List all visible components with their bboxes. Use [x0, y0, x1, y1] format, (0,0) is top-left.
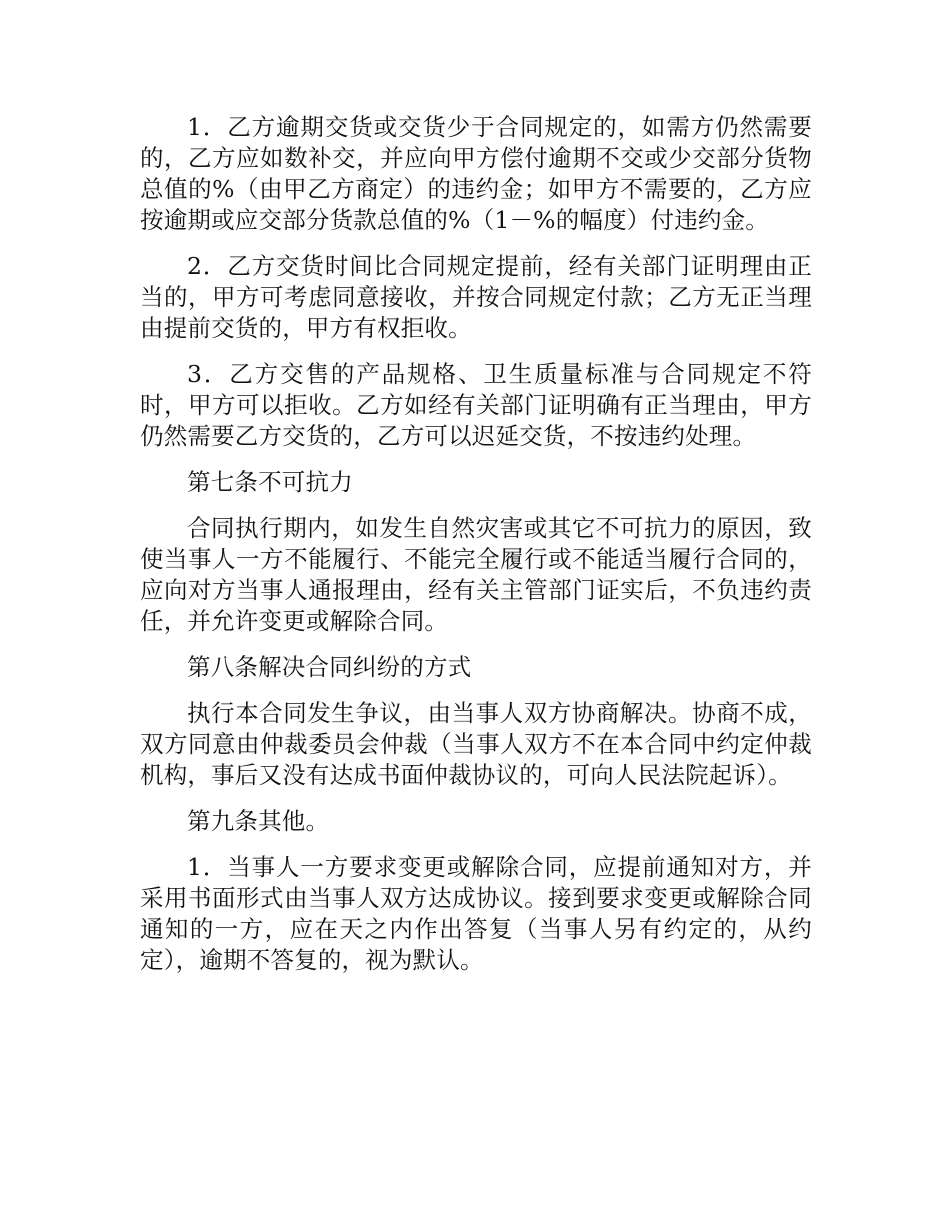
article-heading-other: 第九条其他。 — [187, 807, 330, 835]
document-body — [140, 112, 812, 991]
clause-paragraph-early-delivery: 2．乙方交货时间比合同规定提前，经有关部门证明理由正当的，甲方可考虑同意接收，并按合同规定付款；乙方无正当理由提前交货的，甲方有权拒收。 — [140, 252, 812, 342]
article-heading-dispute-resolution: 第八条解决合同纠纷的方式 — [187, 653, 472, 681]
clause-paragraph-nonconforming-goods: 3．乙方交售的产品规格、卫生质量标准与合同规定不符时，甲方可以拒收。乙方如经有关部门证明确有正当理由，甲方仍然需要乙方交货的，乙方可以迟延交货，不按违约处理。 — [140, 360, 812, 450]
clause-paragraph-amendment-notice: 1．当事人一方要求变更或解除合同，应提前通知对方，并采用书面形式由当事人双方达成协议。接到要求变更或解除合同通知的一方，应在天之内作出答复（当事人另有约定的，从约定），逾期不答复的，视为默认。 — [140, 853, 812, 974]
clause-paragraph-late-delivery: 1．乙方逾期交货或交货少于合同规定的，如需方仍然需要的，乙方应如数补交，并应向甲方偿付逾期不交或少交部分货物总值的%（由甲乙方商定）的违约金；如甲方不需要的，乙方应按逾期或应交部分货款总值的%（1－%的幅度）付违约金。 — [140, 113, 812, 234]
clause-paragraph-force-majeure: 合同执行期内，如发生自然灾害或其它不可抗力的原因，致使当事人一方不能履行、不能完全履行或不能适当履行合同的，应向对方当事人通报理由，经有关主管部门证实后，不负违约责任，并允许变更或解除合同。 — [140, 514, 812, 635]
clause-paragraph-dispute-resolution: 执行本合同发生争议，由当事人双方协商解决。协商不成，双方同意由仲裁委员会仲裁（当事人双方不在本合同中约定仲裁机构，事后又没有达成书面仲裁协议的，可向人民法院起诉）。 — [140, 699, 812, 789]
article-heading-force-majeure: 第七条不可抗力 — [187, 468, 353, 496]
